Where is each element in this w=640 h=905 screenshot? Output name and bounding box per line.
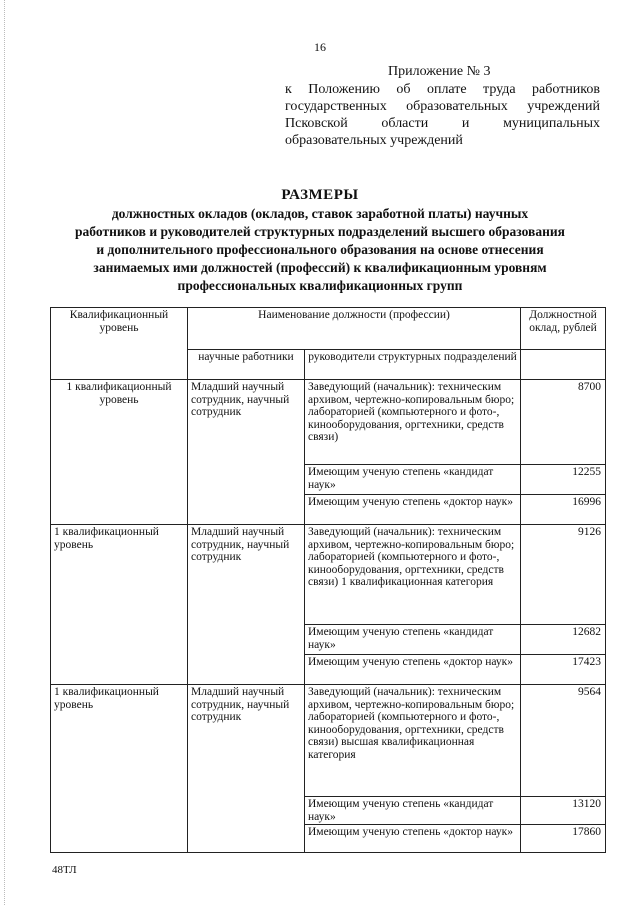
salary-cell: 16996 [521,495,606,525]
footer-code: 48ТЛ [52,864,77,876]
salary-table [50,307,606,853]
position-cell: Заведующий (начальник): техническим архивом, чертежно-копировальным бюро; лабораторией (компьютерного и фото-, кинооборудования, оргтехники, средств связи) 1 квалификационная категория [305,525,521,625]
appendix-reference: к Положению об оплате труда работников государственных образовательных учреждений Псковской области и муниципальных образовательных учреждений [285,82,600,148]
salary-cell: 12682 [521,625,606,655]
page-number: 16 [314,40,326,54]
researchers-cell: Младший научный сотрудник, научный сотрудник [188,685,305,853]
appendix-title: Приложение № 3 [388,64,491,79]
position-cell: Имеющим ученую степень «доктор наук» [305,495,521,525]
position-cell: Заведующий (начальник): техническим архивом, чертежно-копировальным бюро; лабораторией (компьютерного и фото-, кинооборудования, оргтехники, средств связи) [305,380,521,465]
position-cell: Имеющим ученую степень «кандидат наук» [305,465,521,495]
salary-cell: 12255 [521,465,606,495]
document-title: РАЗМЕРЫ [281,187,359,203]
table-header-row [51,308,606,350]
salary-cell: 17860 [521,825,606,853]
position-cell: Имеющим ученую степень «кандидат наук» [305,625,521,655]
level-cell: 1 квалификационный уровень [51,685,188,853]
researchers-cell: Младший научный сотрудник, научный сотрудник [188,380,305,525]
document-subtitle: должностных окладов (окладов, ставок заработной платы) научных работников и руководителей структурных подразделений высшего образования и дополнительного профессионального образования на основе отнесения занимаемых ими должностей (профессий) к квалификационным уровням профессиональных квалификационных групп [75,206,565,293]
header-level: Квалификационный уровень [51,308,188,380]
header-researchers: научные работники [188,350,305,380]
header-heads: руководители структурных подразделений [305,350,521,380]
header-position: Наименование должности (профессии) [188,308,521,350]
salary-cell: 8700 [521,380,606,465]
table-row [51,685,606,797]
salary-cell: 9126 [521,525,606,625]
table-row [51,525,606,625]
header-salary-empty [521,350,606,380]
header-salary: Должностной оклад, рублей [521,308,606,350]
position-cell: Имеющим ученую степень «доктор наук» [305,825,521,853]
table-row [51,380,606,465]
position-cell: Имеющим ученую степень «доктор наук» [305,655,521,685]
salary-cell: 17423 [521,655,606,685]
level-cell: 1 квалификационный уровень [51,525,188,685]
level-cell: 1 квалификационный уровень [51,380,188,525]
position-cell: Имеющим ученую степень «кандидат наук» [305,797,521,825]
scan-margin-line [4,0,5,905]
salary-cell: 9564 [521,685,606,797]
salary-cell: 13120 [521,797,606,825]
researchers-cell: Младший научный сотрудник, научный сотрудник [188,525,305,685]
position-cell: Заведующий (начальник): техническим архивом, чертежно-копировальным бюро; лабораторией (компьютерного и фото-, кинооборудования, оргтехники, средств связи) высшая квалификационная категория [305,685,521,797]
